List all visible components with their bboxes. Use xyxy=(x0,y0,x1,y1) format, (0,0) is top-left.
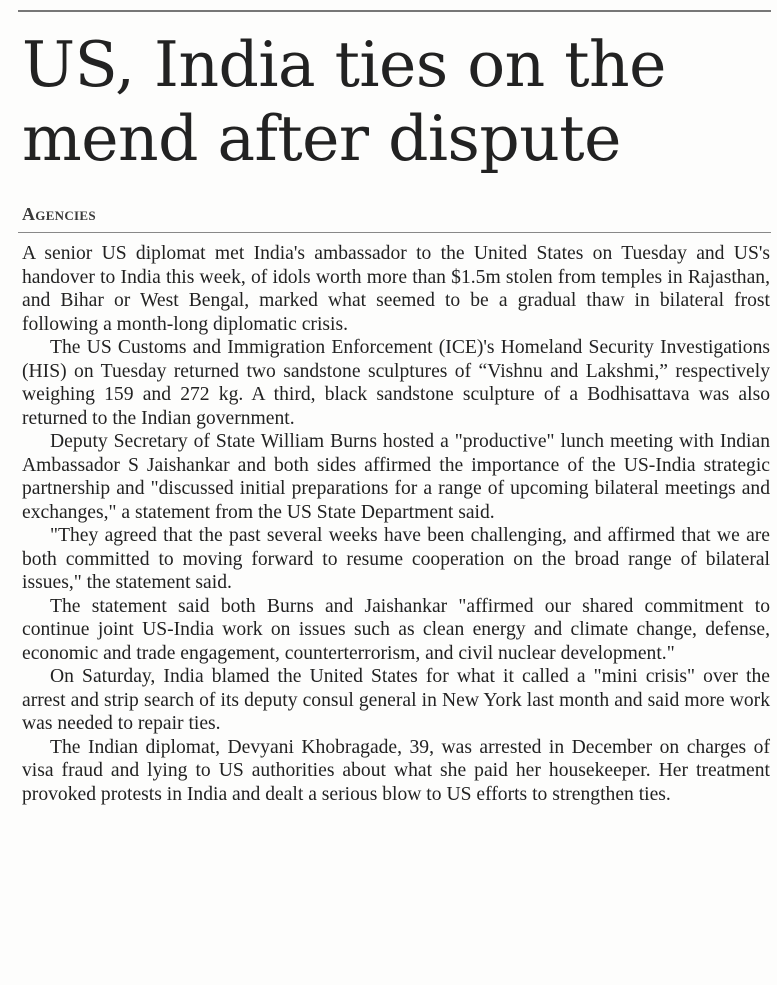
byline-rule xyxy=(18,232,771,233)
paragraph-4: "They agreed that the past several weeks have been challenging, and affirmed that we are both committed to moving forward to resume cooperation on the broad range of bilateral issues," the statement said. xyxy=(22,525,770,593)
top-rule xyxy=(18,10,771,12)
headline: US, India ties on the mend after dispute xyxy=(22,28,666,175)
paragraph-2: The US Customs and Immigration Enforcement (ICE)'s Homeland Security Investigations (HIS) on Tuesday returned two sandstone sculptures of “Vishnu and Lakshmi,” respectively weighing 159 and 272 kg. A third, black sandstone sculpture of a Bodhisattava was also returned to the Indian government. xyxy=(22,337,770,429)
paragraph-7: The Indian diplomat, Devyani Khobragade, 39, was arrested in December on charges of visa fraud and lying to US authorities about what she paid her housekeeper. Her treatment provoked protests in India and dealt a serious blow to US efforts to strengthen ties. xyxy=(22,736,770,805)
paragraph-6: On Saturday, India blamed the United States for what it called a "mini crisis" over the arrest and strip search of its deputy consul general in New York last month and said more work was needed to repair ties. xyxy=(22,666,770,734)
paragraph-5: The statement said both Burns and Jaishankar "affirmed our shared commitment to continue joint US-India work on issues such as clean energy and climate change, defense, economic and trade engagement, counterterrorism, and civil nuclear development." xyxy=(22,595,770,664)
article-body xyxy=(22,242,770,806)
paragraph-3: Deputy Secretary of State William Burns hosted a "productive" lunch meeting with Indian Ambassador S Jaishankar and both sides affirmed the importance of the US-India strategic partnership and "discussed initial preparations for a range of upcoming bilateral meetings and exchanges," a statement from the US State Department said. xyxy=(22,431,770,523)
byline: Agencies xyxy=(22,204,96,224)
paragraph-1: A senior US diplomat met India's ambassador to the United States on Tuesday and US's handover to India this week, of idols worth more than $1.5m stolen from temples in Rajasthan, and Bihar or West Bengal, marked what seemed to be a gradual thaw in bilateral frost following a month-long diplomatic crisis. xyxy=(22,243,770,335)
